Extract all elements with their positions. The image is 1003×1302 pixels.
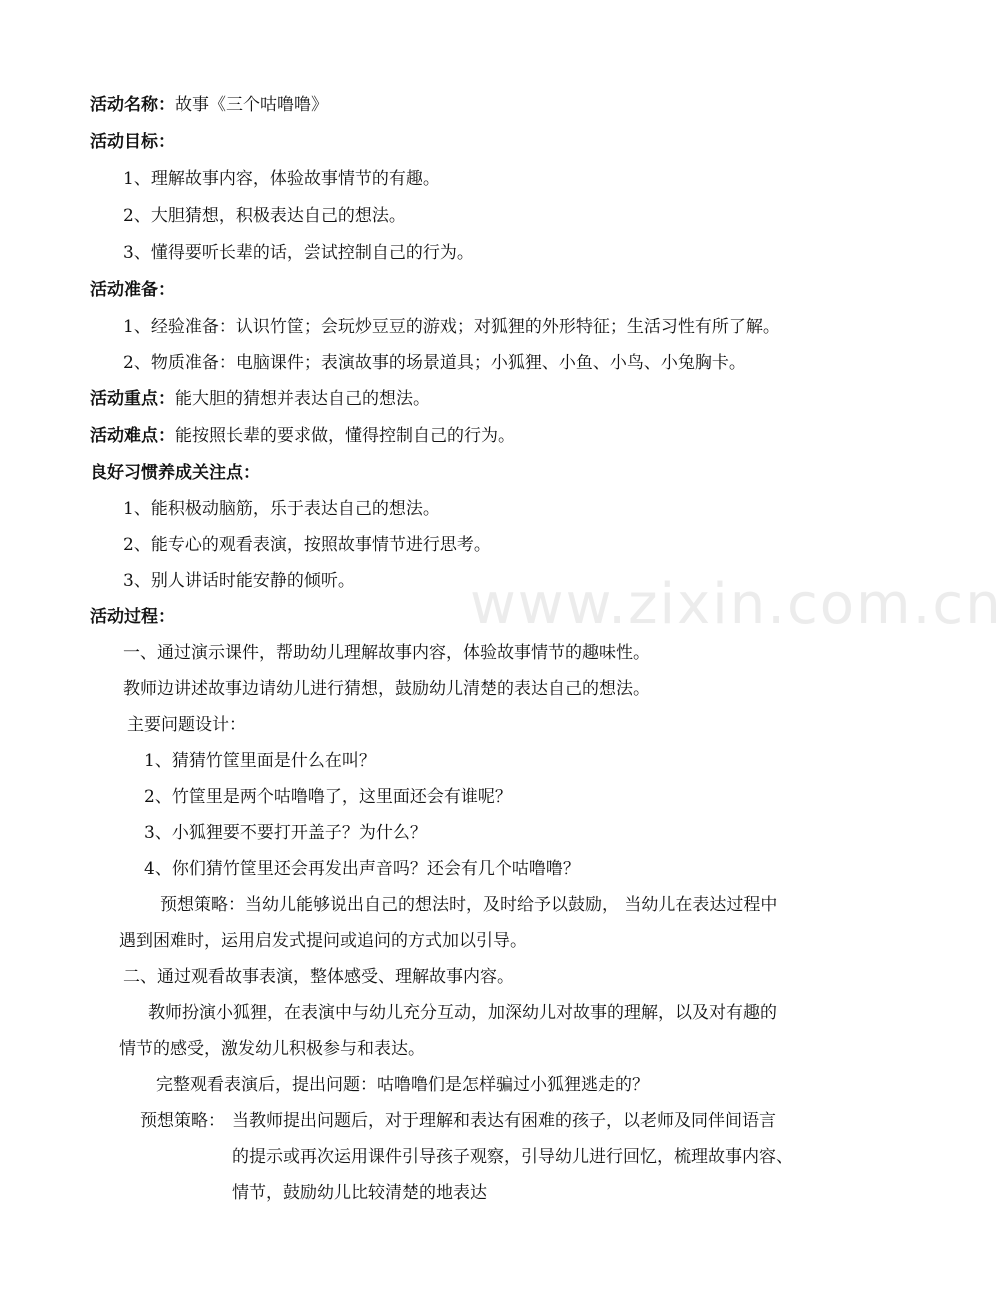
watermark: www.zixin.com.cn xyxy=(470,572,1003,637)
goal-item: 1、理解故事内容，体验故事情节的有趣。 xyxy=(123,169,440,189)
question-item: 3、小狐狸要不要打开盖子？为什么？ xyxy=(144,823,427,843)
difficulty-label: 活动难点： xyxy=(90,426,175,446)
activity-name xyxy=(90,87,328,123)
activity-name-label: 活动名称： xyxy=(90,95,175,115)
difficulty-value: 能按照长辈的要求做，懂得控制自己的行为。 xyxy=(175,426,515,446)
habit-item: 1、能积极动脑筋，乐于表达自己的想法。 xyxy=(123,499,440,519)
part1-heading: 一、通过演示课件，帮助幼儿理解故事内容，体验故事情节的趣味性。 xyxy=(123,643,650,663)
focus xyxy=(90,381,430,417)
part2-paragraph: 教师扮演小狐狸，在表演中与幼儿充分互动，加深幼儿对故事的理解，以及对有趣的 xyxy=(148,1003,777,1023)
part2-strategy-cont: 的提示或再次运用课件引导孩子观察，引导幼儿进行回忆，梳理故事内容、 xyxy=(232,1147,793,1167)
part2-heading: 二、通过观看故事表演，整体感受、理解故事内容。 xyxy=(123,967,514,987)
difficulty xyxy=(90,418,515,454)
activity-name-value: 故事《三个咕噜噜》 xyxy=(175,95,328,115)
part1-intro: 教师边讲述故事边请幼儿进行猜想，鼓励幼儿清楚的表达自己的想法。 xyxy=(123,679,650,699)
part2-paragraph-cont: 情节的感受，激发幼儿积极参与和表达。 xyxy=(119,1039,425,1059)
goal-item: 3、懂得要听长辈的话，尝试控制自己的行为。 xyxy=(123,243,474,263)
focus-label: 活动重点： xyxy=(90,389,175,409)
part1-strategy-cont: 遇到困难时，运用启发式提问或追问的方式加以引导。 xyxy=(119,931,527,951)
questions-label: 主要问题设计： xyxy=(127,715,246,735)
prep-item: 2、物质准备：电脑课件；表演故事的场景道具；小狐狸、小鱼、小鸟、小兔胸卡。 xyxy=(123,353,746,373)
part2-strategy: 当教师提出问题后，对于理解和表达有困难的孩子，以老师及同伴间语言 xyxy=(232,1111,776,1131)
part2-question: 完整观看表演后，提出问题：咕噜噜们是怎样骗过小狐狸逃走的？ xyxy=(156,1075,649,1095)
habit-item: 2、能专心的观看表演，按照故事情节进行思考。 xyxy=(123,535,491,555)
goal-item: 2、大胆猜想，积极表达自己的想法。 xyxy=(123,206,406,226)
prep-heading: 活动准备： xyxy=(90,280,175,300)
prep-item: 1、经验准备：认识竹筐；会玩炒豆豆的游戏；对狐狸的外形特征；生活习性有所了解。 xyxy=(123,317,780,337)
part2-strategy-cont: 情节，鼓励幼儿比较清楚的地表达 xyxy=(232,1183,487,1203)
goals-heading: 活动目标： xyxy=(90,132,175,152)
part2-strategy-label: 预想策略： xyxy=(140,1111,225,1131)
question-item: 4、你们猜竹筐里还会再发出声音吗？还会有几个咕噜噜？ xyxy=(144,859,580,879)
question-item: 1、猜猜竹筐里面是什么在叫？ xyxy=(144,751,376,771)
process-heading: 活动过程： xyxy=(90,607,175,627)
habit-item: 3、别人讲话时能安静的倾听。 xyxy=(123,571,355,591)
habits-heading: 良好习惯养成关注点： xyxy=(90,463,260,483)
focus-value: 能大胆的猜想并表达自己的想法。 xyxy=(175,389,430,409)
question-item: 2、竹筐里是两个咕噜噜了，这里面还会有谁呢？ xyxy=(144,787,512,807)
part1-strategy: 预想策略：当幼儿能够说出自己的想法时，及时给予以鼓励， 当幼儿在表达过程中 xyxy=(160,895,778,915)
